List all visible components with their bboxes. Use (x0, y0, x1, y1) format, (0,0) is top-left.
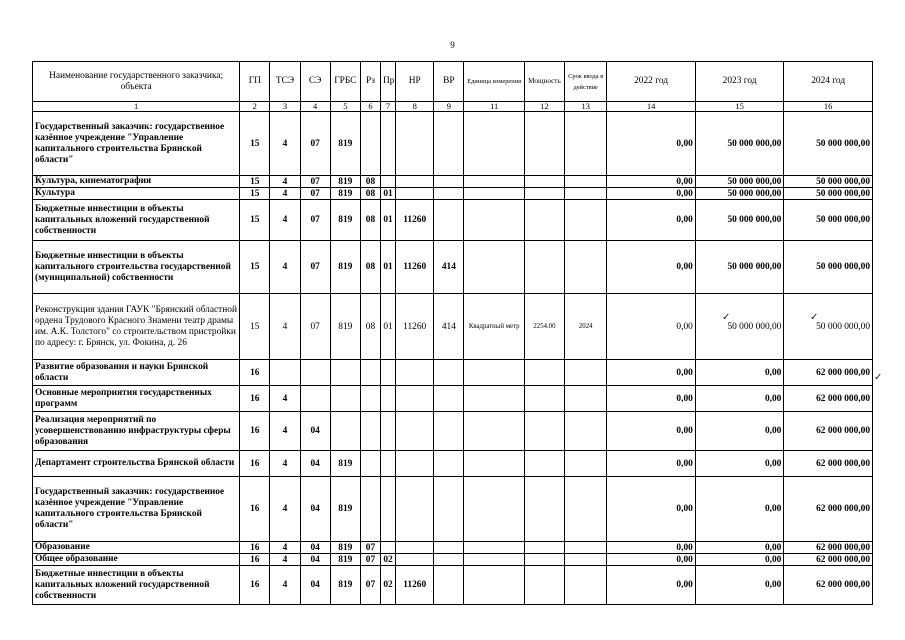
row-grbs: 819 (330, 451, 360, 477)
table-row (33, 542, 873, 554)
row-rz: 08 (360, 294, 380, 360)
row-capacity (524, 451, 564, 477)
row-rz: 08 (360, 241, 380, 294)
table-row (33, 451, 873, 477)
row-nr (396, 477, 434, 542)
row-commissioning (565, 176, 607, 188)
row-2024: 62 000 000,00 (784, 451, 873, 477)
row-commissioning (565, 188, 607, 200)
row-se (300, 386, 330, 412)
table-row (33, 176, 873, 188)
table-row (33, 241, 873, 294)
row-name: Государственный заказчик: государственное казённое учреждение "Управление капитального строительства Брянской области" (33, 112, 240, 176)
row-name: Реконструкция здания ГАУК "Брянский областной ордена Трудового Красного Знамени театр драмы им. А.К. Толстого" со строительством пристройки по адресу: г. Брянск, ул. Фокина, д. 26 (33, 294, 240, 360)
row-grbs: 819 (330, 566, 360, 605)
table-row (33, 412, 873, 451)
row-tse: 4 (270, 188, 300, 200)
row-rz: 07 (360, 566, 380, 605)
header-name: Наименование государственного заказчика; объекта (33, 62, 240, 102)
row-gp: 16 (240, 360, 270, 386)
row-rz (360, 412, 380, 451)
row-2023: 0,00 (695, 451, 784, 477)
table-row (33, 386, 873, 412)
row-2024: 50 000 000,00 (784, 188, 873, 200)
row-gp: 16 (240, 566, 270, 605)
row-grbs: 819 (330, 294, 360, 360)
row-nr (396, 188, 434, 200)
row-grbs: 819 (330, 188, 360, 200)
row-unit (464, 176, 524, 188)
row-2022: 0,00 (607, 542, 696, 554)
row-nr (396, 386, 434, 412)
row-commissioning (565, 477, 607, 542)
row-se: 07 (300, 294, 330, 360)
row-nr (396, 412, 434, 451)
row-tse: 4 (270, 386, 300, 412)
row-pr: 02 (381, 554, 396, 566)
row-2023: 50 000 000,00 (695, 241, 784, 294)
row-tse: 4 (270, 176, 300, 188)
col-number: 7 (381, 102, 396, 112)
header-commissioning: Срок ввода в действие (565, 62, 607, 102)
row-pr: 01 (381, 241, 396, 294)
row-grbs: 819 (330, 542, 360, 554)
row-se: 04 (300, 451, 330, 477)
row-se: 07 (300, 176, 330, 188)
row-pr (381, 176, 396, 188)
row-nr (396, 112, 434, 176)
row-name: Основные мероприятия государственных программ (33, 386, 240, 412)
row-2023: 0,00 (695, 412, 784, 451)
row-commissioning (565, 412, 607, 451)
row-name: Культура, кинематография (33, 176, 240, 188)
row-unit (464, 112, 524, 176)
row-pr (381, 451, 396, 477)
row-commissioning (565, 542, 607, 554)
row-2023: 50 000 000,00 (695, 176, 784, 188)
header-rz: Рз (360, 62, 380, 102)
row-tse: 4 (270, 477, 300, 542)
row-2022: 0,00 (607, 477, 696, 542)
row-name: Развитие образования и науки Брянской области (33, 360, 240, 386)
page-number: 9 (450, 40, 455, 50)
row-tse: 4 (270, 112, 300, 176)
row-commissioning (565, 451, 607, 477)
row-rz (360, 386, 380, 412)
row-capacity (524, 188, 564, 200)
row-nr: 11260 (396, 200, 434, 241)
row-2023: 0,00 (695, 477, 784, 542)
row-capacity (524, 386, 564, 412)
row-grbs: 819 (330, 554, 360, 566)
table-row (33, 554, 873, 566)
row-vr (434, 386, 464, 412)
header-vr: ВР (434, 62, 464, 102)
row-pr (381, 386, 396, 412)
row-gp: 16 (240, 386, 270, 412)
row-gp: 15 (240, 188, 270, 200)
row-nr (396, 360, 434, 386)
row-vr (434, 188, 464, 200)
row-unit (464, 554, 524, 566)
row-pr: 02 (381, 566, 396, 605)
check-mark: ✓ (810, 312, 819, 323)
row-gp: 16 (240, 542, 270, 554)
row-gp: 15 (240, 176, 270, 188)
row-unit (464, 200, 524, 241)
row-capacity (524, 241, 564, 294)
row-pr (381, 112, 396, 176)
row-name: Бюджетные инвестиции в объекты капитального строительства государственной (муниципальной) собственности (33, 241, 240, 294)
header-pr: Пр (381, 62, 396, 102)
row-vr (434, 477, 464, 542)
row-2022: 0,00 (607, 360, 696, 386)
row-capacity (524, 566, 564, 605)
row-name: Общее образование (33, 554, 240, 566)
row-pr (381, 412, 396, 451)
row-2022: 0,00 (607, 451, 696, 477)
table-row (33, 294, 873, 360)
row-se: 07 (300, 200, 330, 241)
row-gp: 16 (240, 451, 270, 477)
row-commissioning (565, 200, 607, 241)
row-grbs: 819 (330, 112, 360, 176)
row-se: 07 (300, 241, 330, 294)
row-2024: 50 000 000,00 (784, 200, 873, 241)
col-number: 11 (464, 102, 524, 112)
row-name: Государственный заказчик: государственное казённое учреждение "Управление капитального строительства Брянской области" (33, 477, 240, 542)
row-grbs: 819 (330, 176, 360, 188)
row-2024: 62 000 000,00 (784, 477, 873, 542)
row-pr (381, 542, 396, 554)
row-gp: 16 (240, 477, 270, 542)
row-gp: 16 (240, 554, 270, 566)
col-number: 3 (270, 102, 300, 112)
row-pr (381, 477, 396, 542)
header-nr: НР (396, 62, 434, 102)
row-vr (434, 200, 464, 241)
row-nr (396, 554, 434, 566)
row-rz (360, 451, 380, 477)
header-2024: 2024 год (784, 62, 873, 102)
row-commissioning (565, 386, 607, 412)
row-nr: 11260 (396, 294, 434, 360)
row-vr (434, 112, 464, 176)
row-nr (396, 176, 434, 188)
row-vr (434, 542, 464, 554)
row-2024: 50 000 000,00 (784, 112, 873, 176)
row-grbs (330, 412, 360, 451)
header-grbs: ГРБС (330, 62, 360, 102)
row-name: Реализация мероприятий по усовершенствованию инфраструктуры сферы образования (33, 412, 240, 451)
row-rz (360, 112, 380, 176)
row-name: Бюджетные инвестиции в объекты капитальных вложений государственной собственности (33, 200, 240, 241)
header-2022: 2022 год (607, 62, 696, 102)
table-row (33, 112, 873, 176)
row-vr (434, 451, 464, 477)
row-capacity (524, 542, 564, 554)
row-tse: 4 (270, 451, 300, 477)
row-unit (464, 542, 524, 554)
row-vr: 414 (434, 241, 464, 294)
col-number: 9 (434, 102, 464, 112)
row-rz: 07 (360, 542, 380, 554)
row-2023: 0,00 (695, 386, 784, 412)
table-row (33, 188, 873, 200)
row-2023: 50 000 000,00 (695, 112, 784, 176)
col-number: 14 (607, 102, 696, 112)
row-2022: 0,00 (607, 188, 696, 200)
row-rz (360, 360, 380, 386)
row-2023: 0,00 (695, 360, 784, 386)
row-nr: 11260 (396, 566, 434, 605)
col-number: 6 (360, 102, 380, 112)
row-vr (434, 566, 464, 605)
col-number: 2 (240, 102, 270, 112)
row-tse: 4 (270, 566, 300, 605)
row-2022: 0,00 (607, 294, 696, 360)
row-2023: 0,00 (695, 566, 784, 605)
row-se: 04 (300, 477, 330, 542)
row-unit (464, 188, 524, 200)
row-nr (396, 451, 434, 477)
row-commissioning: 2024 (565, 294, 607, 360)
row-2022: 0,00 (607, 176, 696, 188)
row-commissioning (565, 554, 607, 566)
row-2022: 0,00 (607, 554, 696, 566)
row-2022: 0,00 (607, 112, 696, 176)
row-2023: 0,00 (695, 542, 784, 554)
row-capacity (524, 477, 564, 542)
row-tse: 4 (270, 294, 300, 360)
check-mark: ✓ (722, 312, 731, 323)
row-commissioning (565, 112, 607, 176)
row-commissioning (565, 360, 607, 386)
row-se: 04 (300, 554, 330, 566)
row-2024: 62 000 000,00 (784, 566, 873, 605)
row-gp: 15 (240, 241, 270, 294)
row-commissioning (565, 241, 607, 294)
column-number-row (33, 102, 873, 112)
budget-table (32, 61, 873, 605)
row-nr (396, 542, 434, 554)
row-2024: 50 000 000,00 (784, 176, 873, 188)
row-name: Культура (33, 188, 240, 200)
row-commissioning (565, 566, 607, 605)
col-number: 1 (33, 102, 240, 112)
row-2024: 62 000 000,00 (784, 412, 873, 451)
col-number: 13 (565, 102, 607, 112)
row-vr: 414 (434, 294, 464, 360)
row-gp: 15 (240, 112, 270, 176)
row-unit (464, 360, 524, 386)
row-se: 04 (300, 412, 330, 451)
row-se: 07 (300, 188, 330, 200)
row-2022: 0,00 (607, 412, 696, 451)
row-2022: 0,00 (607, 241, 696, 294)
row-2022: 0,00 (607, 200, 696, 241)
row-se: 04 (300, 566, 330, 605)
row-nr: 11260 (396, 241, 434, 294)
row-capacity (524, 360, 564, 386)
row-grbs: 819 (330, 241, 360, 294)
header-2023: 2023 год (695, 62, 784, 102)
row-unit (464, 451, 524, 477)
check-mark: ✓ (874, 372, 883, 383)
row-2024: 50 000 000,00 (784, 241, 873, 294)
col-number: 4 (300, 102, 330, 112)
row-unit (464, 412, 524, 451)
row-gp: 15 (240, 200, 270, 241)
header-gp: ГП (240, 62, 270, 102)
row-grbs: 819 (330, 200, 360, 241)
header-row (33, 62, 873, 102)
row-pr: 01 (381, 188, 396, 200)
row-2024: 62 000 000,00 (784, 554, 873, 566)
row-vr (434, 554, 464, 566)
row-2022: 0,00 (607, 386, 696, 412)
row-unit: Квадратный метр (464, 294, 524, 360)
row-unit (464, 241, 524, 294)
row-tse (270, 360, 300, 386)
row-tse: 4 (270, 241, 300, 294)
row-2023: 50 000 000,00 (695, 188, 784, 200)
row-capacity (524, 112, 564, 176)
row-gp: 16 (240, 412, 270, 451)
row-rz: 08 (360, 176, 380, 188)
row-2024: 62 000 000,00 (784, 386, 873, 412)
header-unit: Единица измерения (464, 62, 524, 102)
table-row (33, 566, 873, 605)
row-2024: 50 000 000,00 (784, 294, 873, 360)
row-grbs (330, 386, 360, 412)
col-number: 15 (695, 102, 784, 112)
row-vr (434, 360, 464, 386)
row-pr: 01 (381, 294, 396, 360)
row-2023: 50 000 000,00 (695, 294, 784, 360)
row-pr (381, 360, 396, 386)
header-se: СЭ (300, 62, 330, 102)
row-tse: 4 (270, 412, 300, 451)
header-capacity: Мощность (524, 62, 564, 102)
row-rz (360, 477, 380, 542)
row-2023: 50 000 000,00 (695, 200, 784, 241)
row-capacity (524, 176, 564, 188)
row-rz: 07 (360, 554, 380, 566)
table-row (33, 360, 873, 386)
row-rz: 08 (360, 188, 380, 200)
row-unit (464, 477, 524, 542)
row-grbs (330, 360, 360, 386)
row-tse: 4 (270, 542, 300, 554)
row-se (300, 360, 330, 386)
row-vr (434, 176, 464, 188)
row-capacity (524, 412, 564, 451)
row-name: Образование (33, 542, 240, 554)
row-unit (464, 566, 524, 605)
row-capacity (524, 554, 564, 566)
row-vr (434, 412, 464, 451)
row-gp: 15 (240, 294, 270, 360)
col-number: 8 (396, 102, 434, 112)
row-rz: 08 (360, 200, 380, 241)
row-pr: 01 (381, 200, 396, 241)
header-tse: ТСЭ (270, 62, 300, 102)
table-row (33, 477, 873, 542)
col-number: 16 (784, 102, 873, 112)
row-grbs: 819 (330, 477, 360, 542)
row-capacity: 2254.00 (524, 294, 564, 360)
row-2024: 62 000 000,00 (784, 360, 873, 386)
row-name: Департамент строительства Брянской области (33, 451, 240, 477)
table-row (33, 200, 873, 241)
row-tse: 4 (270, 554, 300, 566)
row-capacity (524, 200, 564, 241)
row-se: 04 (300, 542, 330, 554)
col-number: 12 (524, 102, 564, 112)
row-tse: 4 (270, 200, 300, 241)
row-2022: 0,00 (607, 566, 696, 605)
row-2023: 0,00 (695, 554, 784, 566)
row-unit (464, 386, 524, 412)
row-se: 07 (300, 112, 330, 176)
row-name: Бюджетные инвестиции в объекты капитальных вложений государственной собственности (33, 566, 240, 605)
col-number: 5 (330, 102, 360, 112)
row-2024: 62 000 000,00 (784, 542, 873, 554)
